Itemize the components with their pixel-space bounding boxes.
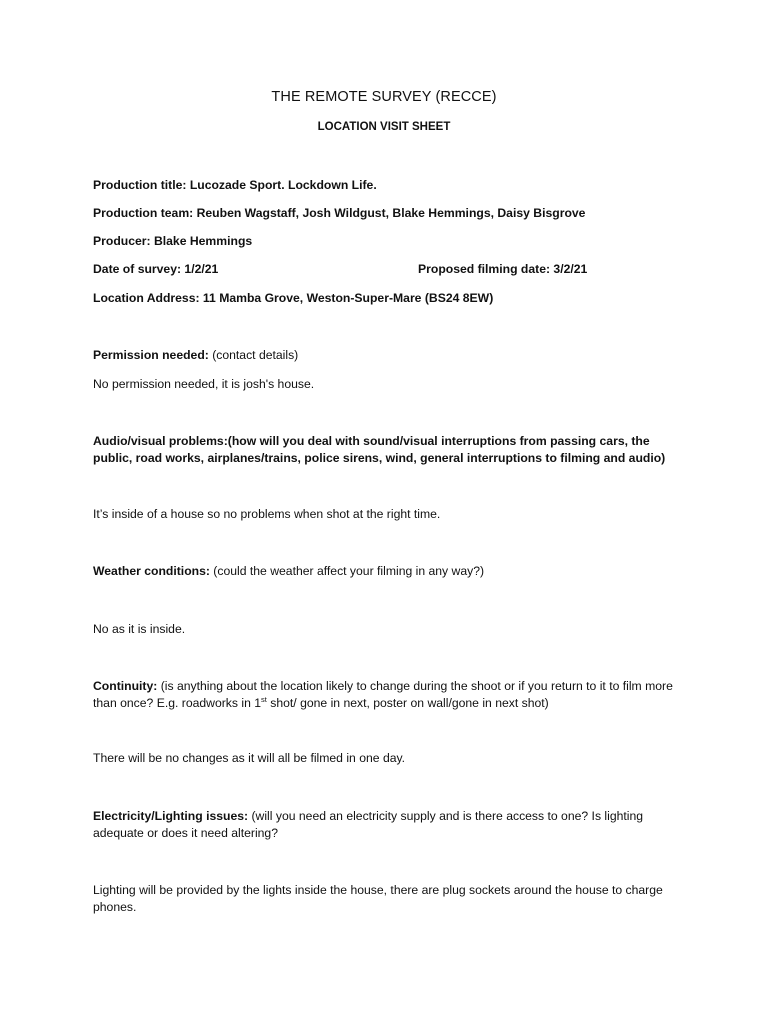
permission-prompt: (contact details) bbox=[208, 348, 299, 362]
audio-visual-prompt: (how will you deal with sound/visual interruptions from passing cars, the public, road works, airplanes/trains, police sirens, wind, general interruptions to filming and audio) bbox=[93, 434, 666, 465]
continuity-prompt-b: shot/ gone in next, poster on wall/gone in next shot) bbox=[266, 696, 549, 710]
date-of-survey: Date of survey: 1/2/21 bbox=[93, 262, 219, 276]
continuity-answer: There will be no changes as it will all be filmed in one day. bbox=[93, 751, 406, 765]
producer: Producer: Blake Hemmings bbox=[93, 234, 253, 248]
electricity-label: Electricity/Lighting issues: bbox=[93, 809, 249, 823]
weather-answer: No as it is inside. bbox=[93, 622, 186, 636]
audio-visual-question bbox=[93, 433, 678, 467]
audio-visual-answer: It’s inside of a house so no problems when shot at the right time. bbox=[93, 507, 441, 521]
audio-visual-label: Audio/visual problems: bbox=[93, 434, 228, 448]
weather-prompt: (could the weather affect your filming in any way?) bbox=[209, 564, 485, 578]
document-title: THE REMOTE SURVEY (RECCE) bbox=[271, 89, 497, 105]
continuity-question bbox=[93, 678, 678, 712]
permission-answer: No permission needed, it is josh's house. bbox=[93, 377, 315, 391]
production-title: Production title: Lucozade Sport. Lockdown Life. bbox=[93, 178, 377, 192]
continuity-label: Continuity: bbox=[93, 679, 158, 693]
electricity-prompt: (will you need an electricity supply and is there access to one? Is lighting adequate or does it need altering? bbox=[93, 809, 644, 840]
permission-label: Permission needed: bbox=[93, 348, 209, 362]
electricity-question bbox=[93, 808, 683, 842]
location-address: Location Address: 11 Mamba Grove, Weston-Super-Mare (BS24 8EW) bbox=[93, 291, 494, 305]
continuity-prompt-a: (is anything about the location likely to change during the shoot or if you return to it to film more than once? E.g. roadworks in 1 bbox=[93, 679, 673, 710]
electricity-answer: Lighting will be provided by the lights inside the house, there are plug sockets around the house to charge phones. bbox=[93, 883, 663, 914]
document-subtitle: LOCATION VISIT SHEET bbox=[317, 121, 451, 133]
proposed-filming-date: Proposed filming date: 3/2/21 bbox=[418, 262, 588, 276]
weather-label: Weather conditions: bbox=[93, 564, 210, 578]
weather-question bbox=[93, 564, 484, 578]
production-team: Production team: Reuben Wagstaff, Josh Wildgust, Blake Hemmings, Daisy Bisgrove bbox=[93, 206, 586, 220]
permission-question bbox=[93, 348, 298, 362]
continuity-prompt-sup: st bbox=[261, 694, 267, 704]
